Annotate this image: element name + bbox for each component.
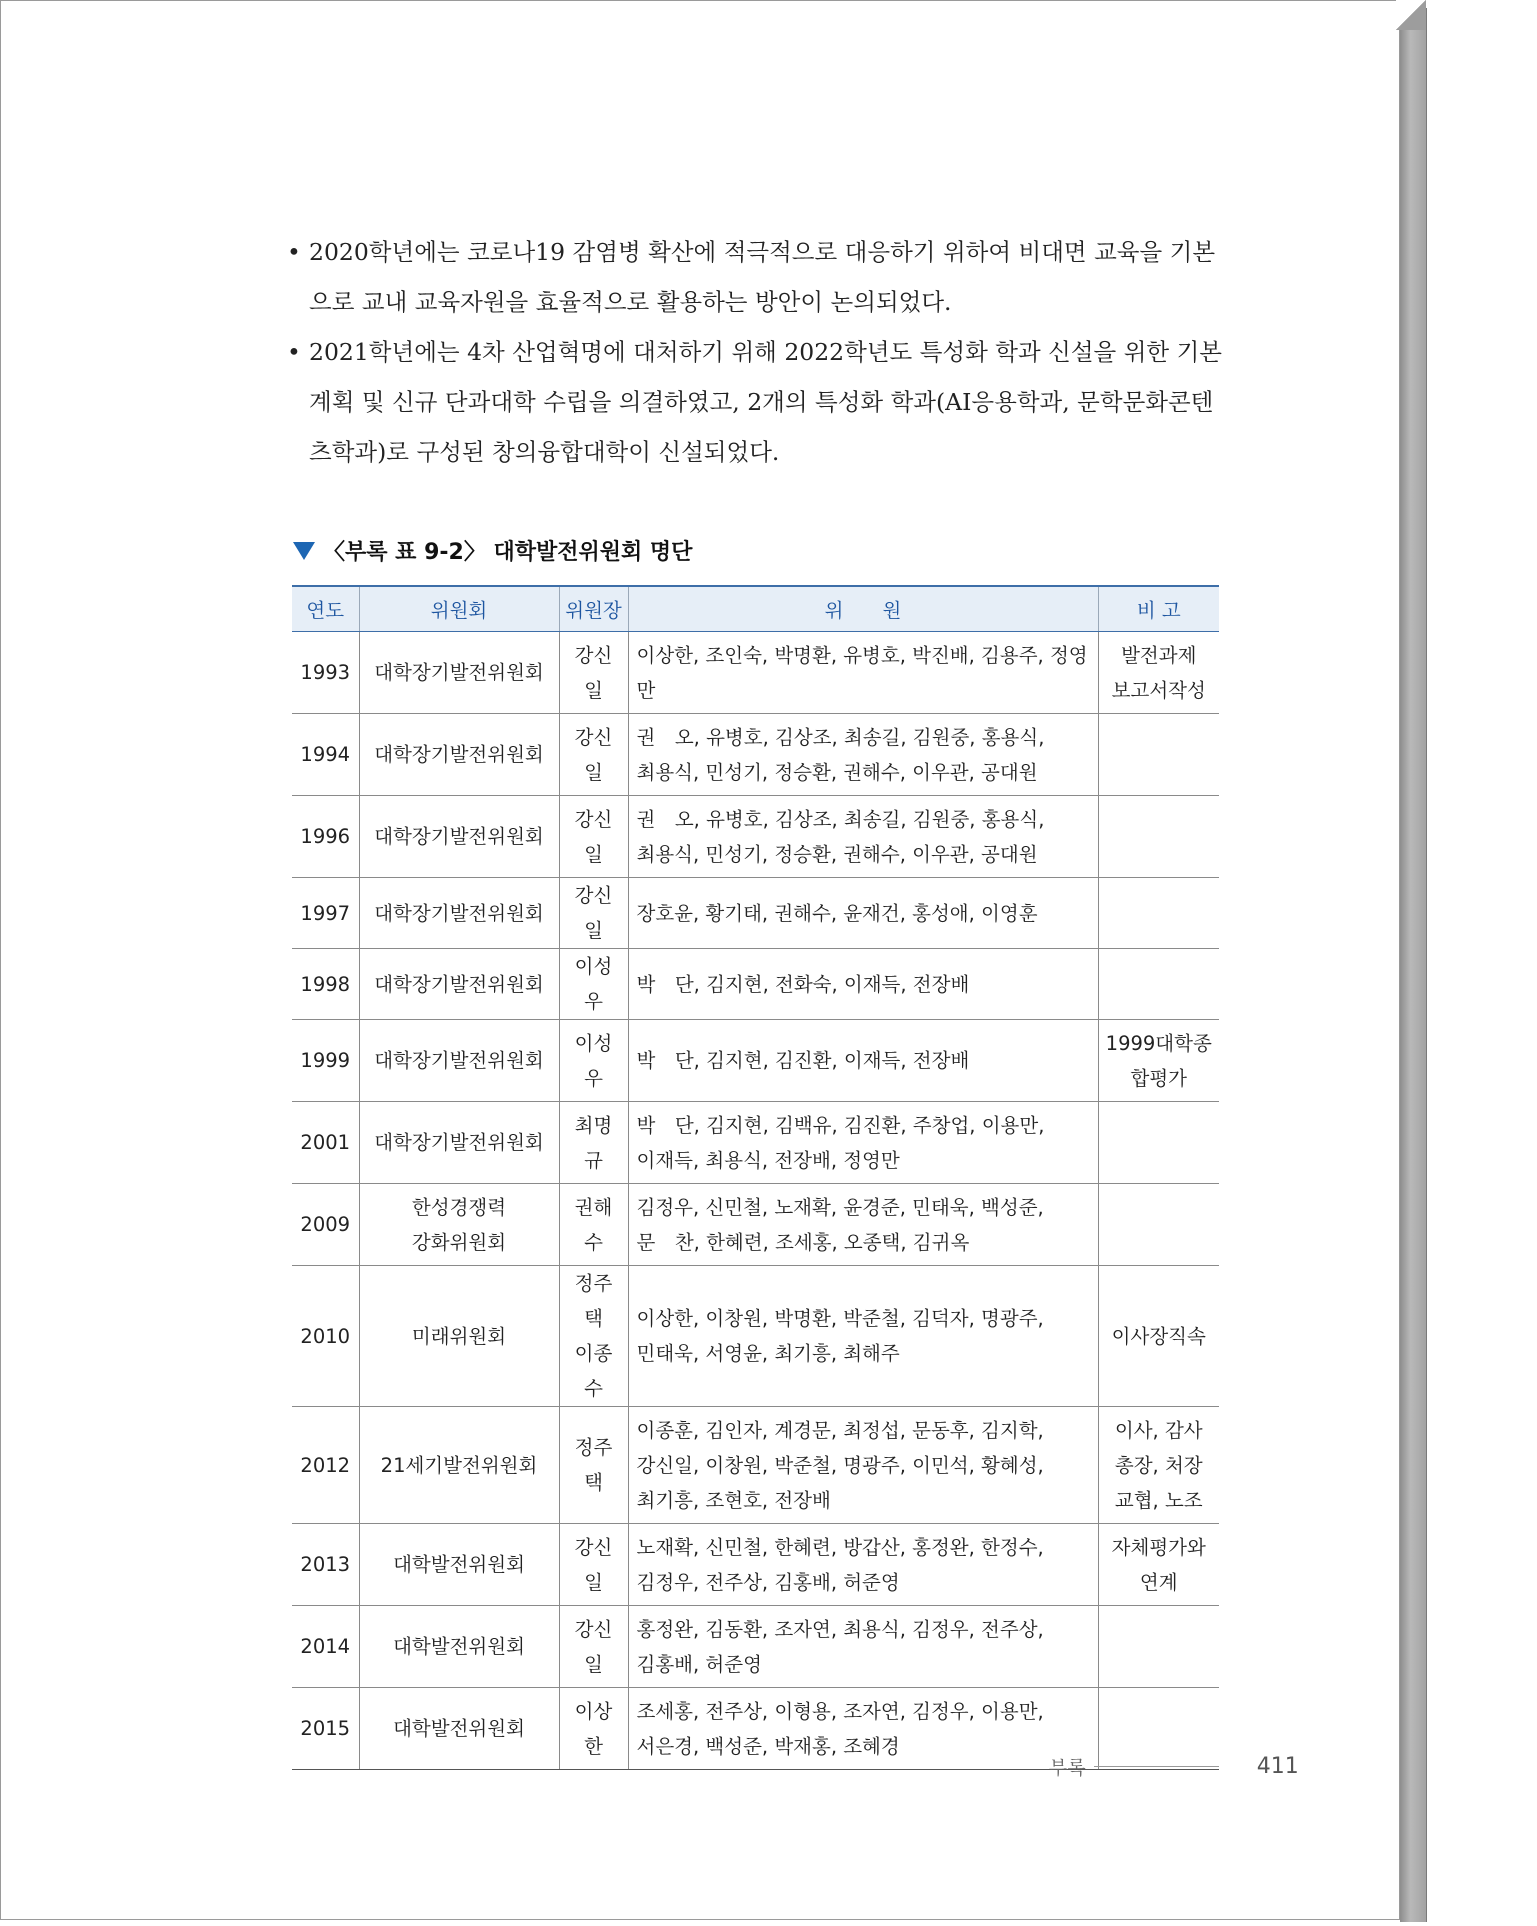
- committee-roster-table: [292, 585, 1219, 1770]
- cell-members-line: 조세홍, 전주상, 이형용, 조자연, 김정우, 이용만,: [636, 1699, 1044, 1723]
- cell-chair-line: 최명규: [574, 1113, 613, 1172]
- cell-note-line: 보고서작성: [1111, 678, 1206, 702]
- table-row: [292, 1102, 1219, 1184]
- cell-committee-line: 대학발전위원회: [393, 1553, 525, 1576]
- cell-chair: [559, 1407, 628, 1524]
- cell-note: [1098, 1020, 1219, 1102]
- cell-committee: [359, 1606, 559, 1688]
- cell-chair: [559, 1524, 628, 1606]
- cell-members-line: 홍정완, 김동환, 조자연, 최용식, 김정우, 전주상,: [636, 1617, 1044, 1641]
- cell-chair-line: 강신일: [574, 1617, 613, 1676]
- cell-chair: [559, 1266, 628, 1407]
- paragraph-line: 으로 교내 교육자원을 효율적으로 활용하는 방안이 논의되었다.: [309, 288, 952, 316]
- cell-members-line: 문 찬, 한혜련, 조세홍, 오종택, 김귀옥: [636, 1230, 970, 1254]
- cell-members-line: 서은경, 백성준, 박재홍, 조혜경: [636, 1734, 900, 1758]
- cell-note-line: 교협, 노조: [1114, 1488, 1203, 1512]
- cell-members: [628, 1524, 1098, 1606]
- cell-note-line: 발전과제: [1121, 643, 1197, 667]
- bullet-paragraph: [287, 227, 1222, 327]
- cell-chair-line: 정주택: [574, 1436, 613, 1494]
- cell-members: [628, 714, 1098, 796]
- cell-note: [1098, 1102, 1219, 1184]
- page-corner-fold: [1396, 0, 1426, 30]
- table-row: [292, 1524, 1219, 1606]
- cell-committee-line: 대학장기발전위원회: [374, 1131, 544, 1154]
- body-text: [287, 227, 1222, 477]
- table-header-row: [292, 586, 1219, 632]
- cell-note: [1098, 714, 1219, 796]
- cell-members-line: 최용식, 민성기, 정승환, 권해수, 이우관, 공대원: [636, 760, 1038, 784]
- cell-note: [1098, 878, 1219, 949]
- cell-note-line: 총장, 처장: [1114, 1453, 1203, 1477]
- cell-year: 2010: [292, 1266, 359, 1407]
- cell-chair-line: 이성우: [574, 955, 613, 1013]
- paragraph-line: 2020학년에는 코로나19 감염병 확산에 적극적으로 대응하기 위하여 비대면 교육을 기본: [309, 238, 1216, 266]
- cell-year: 1994: [292, 714, 359, 796]
- cell-note: [1098, 949, 1219, 1020]
- cell-chair-line: 강신일: [574, 643, 613, 702]
- cell-members-line: 최용식, 민성기, 정승환, 권해수, 이우관, 공대원: [636, 842, 1038, 866]
- cell-committee-line: 미래위원회: [411, 1324, 507, 1348]
- table-row: [292, 1266, 1219, 1407]
- cell-note-line: 합평가: [1130, 1066, 1187, 1090]
- cell-committee-line: 대학장기발전위원회: [374, 825, 544, 848]
- cell-note-line: 자체평가와: [1111, 1535, 1206, 1559]
- cell-committee: [359, 796, 559, 878]
- cell-chair: [559, 1020, 628, 1102]
- cell-chair: [559, 1102, 628, 1184]
- cell-chair-line: 강신일: [574, 884, 613, 942]
- cell-note: [1098, 1606, 1219, 1688]
- triangle-down-icon: [293, 542, 315, 560]
- cell-chair: [559, 796, 628, 878]
- cell-note: [1098, 632, 1219, 714]
- cell-members-line: 강신일, 이창원, 박준철, 명광주, 이민석, 황혜성,: [636, 1453, 1044, 1477]
- table-row: [292, 1020, 1219, 1102]
- cell-members: [628, 1407, 1098, 1524]
- cell-year: 1997: [292, 878, 359, 949]
- cell-note-line: 1999대학종: [1105, 1031, 1212, 1055]
- cell-committee: [359, 1184, 559, 1266]
- cell-note-line: 이사, 감사: [1114, 1418, 1203, 1442]
- header-chair: 위원장: [559, 586, 628, 632]
- cell-committee-line: 대학발전위원회: [393, 1717, 525, 1740]
- cell-committee: [359, 1524, 559, 1606]
- cell-members-line: 민태욱, 서영윤, 최기흥, 최해주: [636, 1342, 900, 1365]
- cell-year: 1999: [292, 1020, 359, 1102]
- cell-year: 2009: [292, 1184, 359, 1266]
- cell-chair-line: 강신일: [574, 1535, 613, 1594]
- cell-committee: [359, 1102, 559, 1184]
- cell-members-line: 노재확, 신민철, 한혜련, 방갑산, 홍정완, 한정수,: [636, 1535, 1044, 1559]
- table-row: [292, 878, 1219, 949]
- footer-rule: [1094, 1766, 1219, 1767]
- cell-members: [628, 632, 1098, 714]
- cell-committee-line: 한성경쟁력: [411, 1195, 507, 1219]
- page-footer: [1049, 1753, 1299, 1780]
- header-committee: 위원회: [359, 586, 559, 632]
- table-row: [292, 632, 1219, 714]
- table-body: [292, 632, 1219, 1770]
- cell-chair: [559, 878, 628, 949]
- cell-members: [628, 1606, 1098, 1688]
- table-caption-text: 〈부록 표 9-2〉 대학발전위원회 명단: [323, 540, 693, 565]
- table-row: [292, 1606, 1219, 1688]
- header-year: 연도: [292, 586, 359, 632]
- cell-committee-line: 대학발전위원회: [393, 1635, 525, 1658]
- cell-chair-line: 권해수: [574, 1195, 613, 1254]
- table-row: [292, 949, 1219, 1020]
- cell-committee: [359, 632, 559, 714]
- cell-chair-line: 이상한: [574, 1699, 613, 1758]
- cell-year: 1993: [292, 632, 359, 714]
- table-row: [292, 714, 1219, 796]
- cell-members: [628, 1020, 1098, 1102]
- cell-members-line: 이재득, 최용식, 전장배, 정영만: [636, 1148, 900, 1172]
- cell-members-line: 이상한, 이창원, 박명환, 박준철, 김덕자, 명광주,: [636, 1307, 1044, 1330]
- cell-chair: [559, 949, 628, 1020]
- bullet-dot: •: [287, 338, 301, 366]
- cell-chair-line: 강신일: [574, 807, 613, 866]
- cell-note: [1098, 1407, 1219, 1524]
- cell-members-line: 김정우, 신민철, 노재확, 윤경준, 민태욱, 백성준,: [636, 1195, 1044, 1219]
- cell-year: 1998: [292, 949, 359, 1020]
- cell-committee-line: 강화위원회: [411, 1230, 507, 1254]
- cell-chair-line: 강신일: [574, 725, 613, 784]
- cell-year: 2001: [292, 1102, 359, 1184]
- cell-committee: [359, 1407, 559, 1524]
- cell-committee: [359, 878, 559, 949]
- bullet-paragraph: [287, 327, 1222, 477]
- cell-members: [628, 1688, 1098, 1770]
- cell-committee: [359, 949, 559, 1020]
- cell-chair-line: 이성우: [574, 1031, 613, 1090]
- cell-members-line: 권 오, 유병호, 김상조, 최송길, 김원중, 홍용식,: [636, 807, 1045, 831]
- cell-members-line: 박 단, 김지현, 전화숙, 이재득, 전장배: [636, 972, 970, 996]
- cell-committee-line: 대학장기발전위원회: [374, 1049, 544, 1072]
- cell-year: 2012: [292, 1407, 359, 1524]
- cell-members: [628, 1266, 1098, 1407]
- cell-committee: [359, 1688, 559, 1770]
- cell-committee-line: 21세기발전위원회: [380, 1453, 538, 1477]
- cell-members-line: 박 단, 김지현, 김진환, 이재득, 전장배: [636, 1049, 970, 1072]
- page-number: 411: [1256, 1754, 1299, 1779]
- footer-section: 부록: [1049, 1757, 1086, 1779]
- cell-members: [628, 1102, 1098, 1184]
- cell-chair: [559, 714, 628, 796]
- paragraph-line: 계획 및 신규 단과대학 수립을 의결하였고, 2개의 특성화 학과(AI응용학과, 문학문화콘텐: [309, 388, 1214, 416]
- cell-chair: [559, 1184, 628, 1266]
- cell-committee-line: 대학장기발전위원회: [374, 972, 544, 996]
- page-stack-edge: [1400, 8, 1427, 1922]
- cell-note: [1098, 1184, 1219, 1266]
- cell-year: 2014: [292, 1606, 359, 1688]
- cell-members-line: 장호윤, 황기태, 권해수, 윤재건, 홍성애, 이영훈: [636, 901, 1038, 925]
- cell-chair-line: 정주택: [574, 1272, 613, 1330]
- paragraph-line: 츠학과)로 구성된 창의융합대학이 신설되었다.: [309, 438, 780, 466]
- cell-members-line: 김홍배, 허준영: [636, 1652, 762, 1676]
- cell-members-line: 김정우, 전주상, 김홍배, 허준영: [636, 1570, 900, 1594]
- cell-members: [628, 1184, 1098, 1266]
- table-caption: [293, 535, 692, 566]
- table-row: [292, 1184, 1219, 1266]
- cell-chair: [559, 1688, 628, 1770]
- header-members: 위 원: [628, 586, 1098, 632]
- cell-committee-line: 대학장기발전위원회: [374, 661, 544, 684]
- cell-chair: [559, 1606, 628, 1688]
- cell-members-line: 이상한, 조인숙, 박명환, 유병호, 박진배, 김용주, 정영만: [636, 643, 1088, 702]
- cell-members: [628, 949, 1098, 1020]
- cell-members-line: 이종훈, 김인자, 계경문, 최정섭, 문동후, 김지학,: [636, 1418, 1044, 1442]
- cell-chair-line: 이종수: [574, 1342, 613, 1400]
- cell-members: [628, 878, 1098, 949]
- cell-note: [1098, 796, 1219, 878]
- table-row: [292, 796, 1219, 878]
- cell-members-line: 최기흥, 조현호, 전장배: [636, 1488, 831, 1512]
- cell-members-line: 박 단, 김지현, 김백유, 김진환, 주창업, 이용만,: [636, 1113, 1045, 1137]
- cell-committee-line: 대학장기발전위원회: [374, 901, 544, 925]
- cell-year: 2013: [292, 1524, 359, 1606]
- cell-members: [628, 796, 1098, 878]
- header-note: 비 고: [1098, 586, 1219, 632]
- table-row: [292, 1407, 1219, 1524]
- cell-note: [1098, 1524, 1219, 1606]
- cell-year: 1996: [292, 796, 359, 878]
- cell-note-line: 이사장직속: [1111, 1324, 1206, 1348]
- cell-chair: [559, 632, 628, 714]
- cell-year: 2015: [292, 1688, 359, 1770]
- cell-note-line: 연계: [1139, 1570, 1178, 1594]
- cell-committee-line: 대학장기발전위원회: [374, 743, 544, 766]
- cell-note: [1098, 1266, 1219, 1407]
- bullet-dot: •: [287, 238, 301, 266]
- cell-committee: [359, 1020, 559, 1102]
- cell-members-line: 권 오, 유병호, 김상조, 최송길, 김원중, 홍용식,: [636, 725, 1045, 749]
- cell-committee: [359, 1266, 559, 1407]
- paragraph-line: 2021학년에는 4차 산업혁명에 대처하기 위해 2022학년도 특성화 학과 신설을 위한 기본: [309, 338, 1222, 366]
- cell-committee: [359, 714, 559, 796]
